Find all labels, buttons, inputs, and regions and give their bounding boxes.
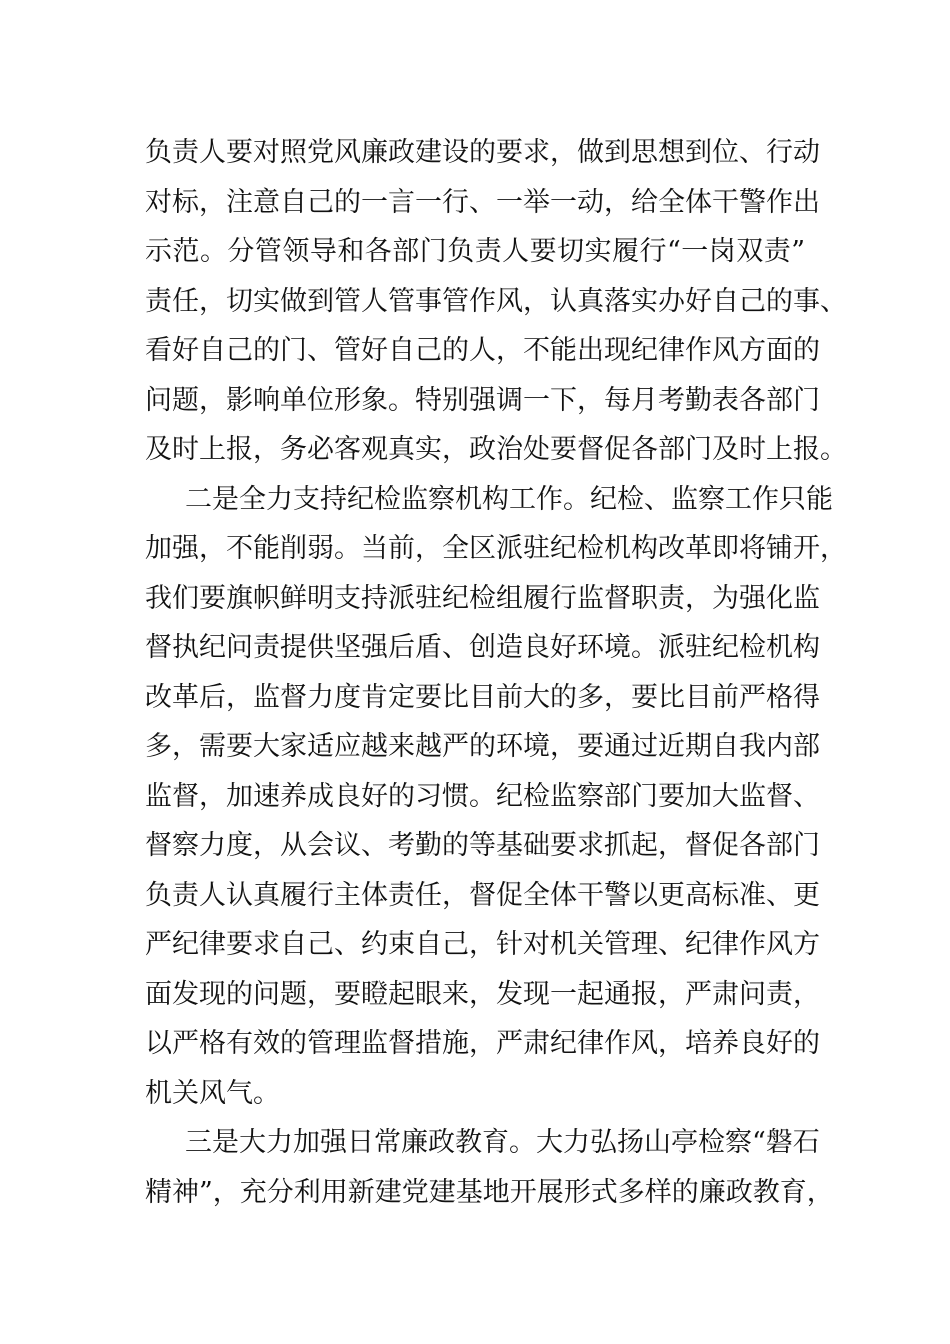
text-line: 多，需要大家适应越来越严的环境，要通过近期自我内部 — [145, 731, 820, 762]
text-line: 督察力度，从会议、考勤的等基础要求抓起，督促各部门 — [145, 830, 820, 861]
text-line: 督执纪问责提供坚强后盾、创造良好环境。派驻纪检机构 — [145, 632, 820, 663]
text-line: 看好自己的门、管好自己的人，不能出现纪律作风方面的 — [145, 335, 820, 366]
text-line: 加强，不能削弱。当前，全区派驻纪检机构改革即将铺开， — [145, 533, 847, 564]
text-line: 负责人要对照党风廉政建设的要求，做到思想到位、行动 — [145, 137, 820, 168]
text-line: 以严格有效的管理监督措施，严肃纪律作风，培养良好的 — [145, 1028, 820, 1059]
text-line: 示范。分管领导和各部门负责人要切实履行“一岗双责” — [145, 236, 805, 267]
text-line: 改革后，监督力度肯定要比目前大的多，要比目前严格得 — [145, 681, 820, 713]
text-line: 面发现的问题，要瞪起眼来，发现一起通报，严肃问责， — [145, 978, 820, 1010]
paragraph-start-line: 二是全力支持纪检监察机构工作。纪检、监察工作只能 — [185, 483, 833, 515]
text-line: 及时上报，务必客观真实，政治处要督促各部门及时上报。 — [145, 434, 847, 465]
text-line: 严纪律要求自己、约束自己，针对机关管理、纪律作风方 — [145, 929, 820, 960]
body-text — [145, 128, 847, 1217]
paragraph-start-line: 三是大力加强日常廉政教育。大力弘扬山亭检察“磐石 — [185, 1127, 820, 1158]
text-line: 责任，切实做到管人管事管作风，认真落实办好自己的事、 — [145, 285, 847, 317]
text-line: 精神”，充分利用新建党建基地开展形式多样的廉政教育， — [145, 1176, 834, 1208]
text-line: 对标，注意自己的一言一行、一举一动，给全体干警作出 — [145, 186, 820, 218]
text-line: 我们要旗帜鲜明支持派驻纪检组履行监督职责，为强化监 — [145, 582, 820, 614]
text-line: 监督，加速养成良好的习惯。纪检监察部门要加大监督、 — [145, 780, 820, 812]
text-line: 负责人认真履行主体责任，督促全体干警以更高标准、更 — [145, 879, 820, 911]
text-line: 机关风气。 — [145, 1077, 280, 1109]
text-line: 问题，影响单位形象。特别强调一下，每月考勤表各部门 — [145, 384, 820, 416]
